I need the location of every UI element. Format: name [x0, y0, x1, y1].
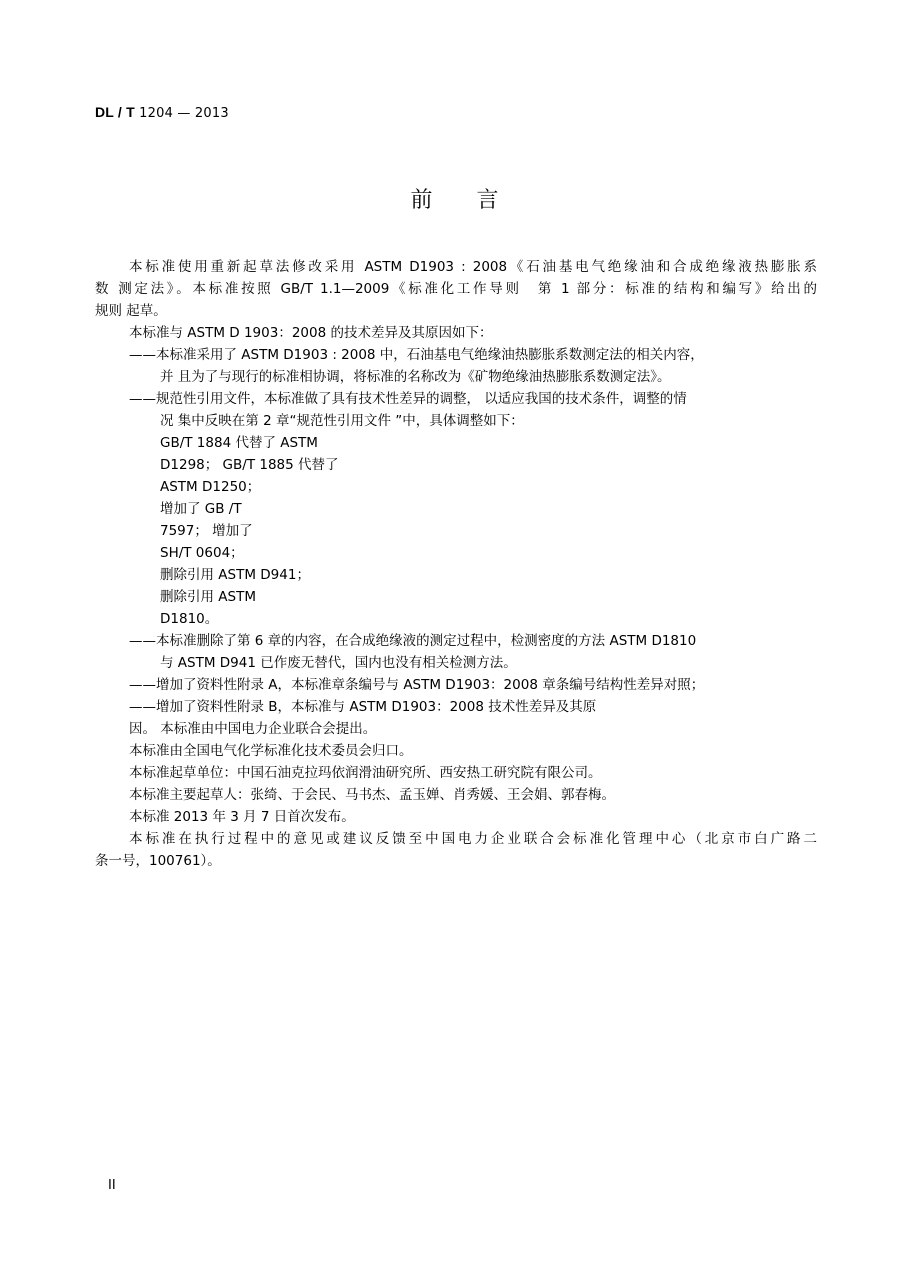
body-line: 规则 起草。: [95, 303, 167, 319]
body-line: 与 ASTM D941 已作废无替代，国内也没有相关检测方法。: [160, 655, 517, 671]
body-line: ASTM D1250；: [160, 479, 261, 495]
body-line: ——增加了资料性附录 A，本标准章条编号与 ASTM D1903：2008 章条编号结构性差异对照；: [129, 677, 705, 693]
body-line: 删除引用 ASTM D941；: [160, 567, 310, 583]
body-line: 并 且为了与现行的标准相协调，将标准的名称改为《矿物绝缘油热膨胀系数测定法》。: [160, 369, 671, 385]
body-line: 本标准与 ASTM D 1903：2008 的技术差异及其原因如下：: [129, 325, 493, 341]
body-line: GB/T 1884 代替了 ASTM: [160, 435, 318, 451]
body-line: 况 集中反映在第 2 章“规范性引用文件 ”中，具体调整如下：: [160, 413, 524, 429]
body-line: ——增加了资料性附录 B，本标准与 ASTM D1903：2008 技术性差异及其原: [129, 699, 597, 715]
body-line: ——本标准删除了第 6 章的内容，在合成绝缘液的测定过程中，检测密度的方法 ASTM D1810: [129, 633, 697, 649]
preface-body: [95, 256, 817, 872]
body-line: 条一号，100761）。: [95, 853, 221, 869]
body-line: 删除引用 ASTM: [160, 589, 256, 605]
body-line: 本标准主要起草人：张绮、于会民、马书杰、孟玉婵、肖秀媛、王会娟、郭春梅。: [129, 787, 615, 803]
body-line: ——规范性引用文件，本标准做了具有技术性差异的调整， 以适应我国的技术条件，调整的情: [129, 391, 687, 407]
body-line: 因。 本标准由中国电力企业联合会提出。: [129, 721, 377, 737]
body-line: 7597； 增加了: [160, 523, 253, 539]
page-number: II: [108, 1178, 116, 1193]
body-line: D1298； GB/T 1885 代替了: [160, 457, 339, 473]
preface-title-char-1: 前: [410, 188, 433, 213]
standard-prefix: DL / T: [95, 104, 135, 120]
preface-title-char-2: 言: [476, 188, 499, 213]
body-line: 本标准由全国电气化学标准化技术委员会归口。: [129, 743, 413, 759]
body-line: 本标准 2013 年 3 月 7 日首次发布。: [129, 809, 355, 825]
body-line: SH/T 0604；: [160, 545, 244, 561]
body-line: 增加了 GB /T: [160, 501, 242, 517]
standard-number: 1204 — 2013: [134, 106, 229, 121]
body-line: 本标准在执行过程中的意见或建议反馈至中国电力企业联合会标准化管理中心（北京市白广路二: [129, 831, 817, 847]
body-line: 本标准使用重新起草法修改采用 ASTM D1903 : 2008《石油基电气绝缘油和合成绝缘液热膨胀系: [129, 259, 817, 275]
body-line: 数 测定法》。本标准按照 GB/T 1.1—2009《标准化工作导则 第 1 部分：标准的结构和编写》给出的: [95, 281, 817, 297]
body-line: D1810。: [160, 611, 219, 627]
body-line: 本标准起草单位：中国石油克拉玛依润滑油研究所、西安热工研究院有限公司。: [129, 765, 602, 781]
body-line: ——本标准采用了 ASTM D1903 : 2008 中，石油基电气绝缘油热膨胀系数测定法的相关内容，: [129, 347, 704, 363]
standard-code-header: [95, 104, 229, 121]
preface-title: [0, 183, 909, 214]
